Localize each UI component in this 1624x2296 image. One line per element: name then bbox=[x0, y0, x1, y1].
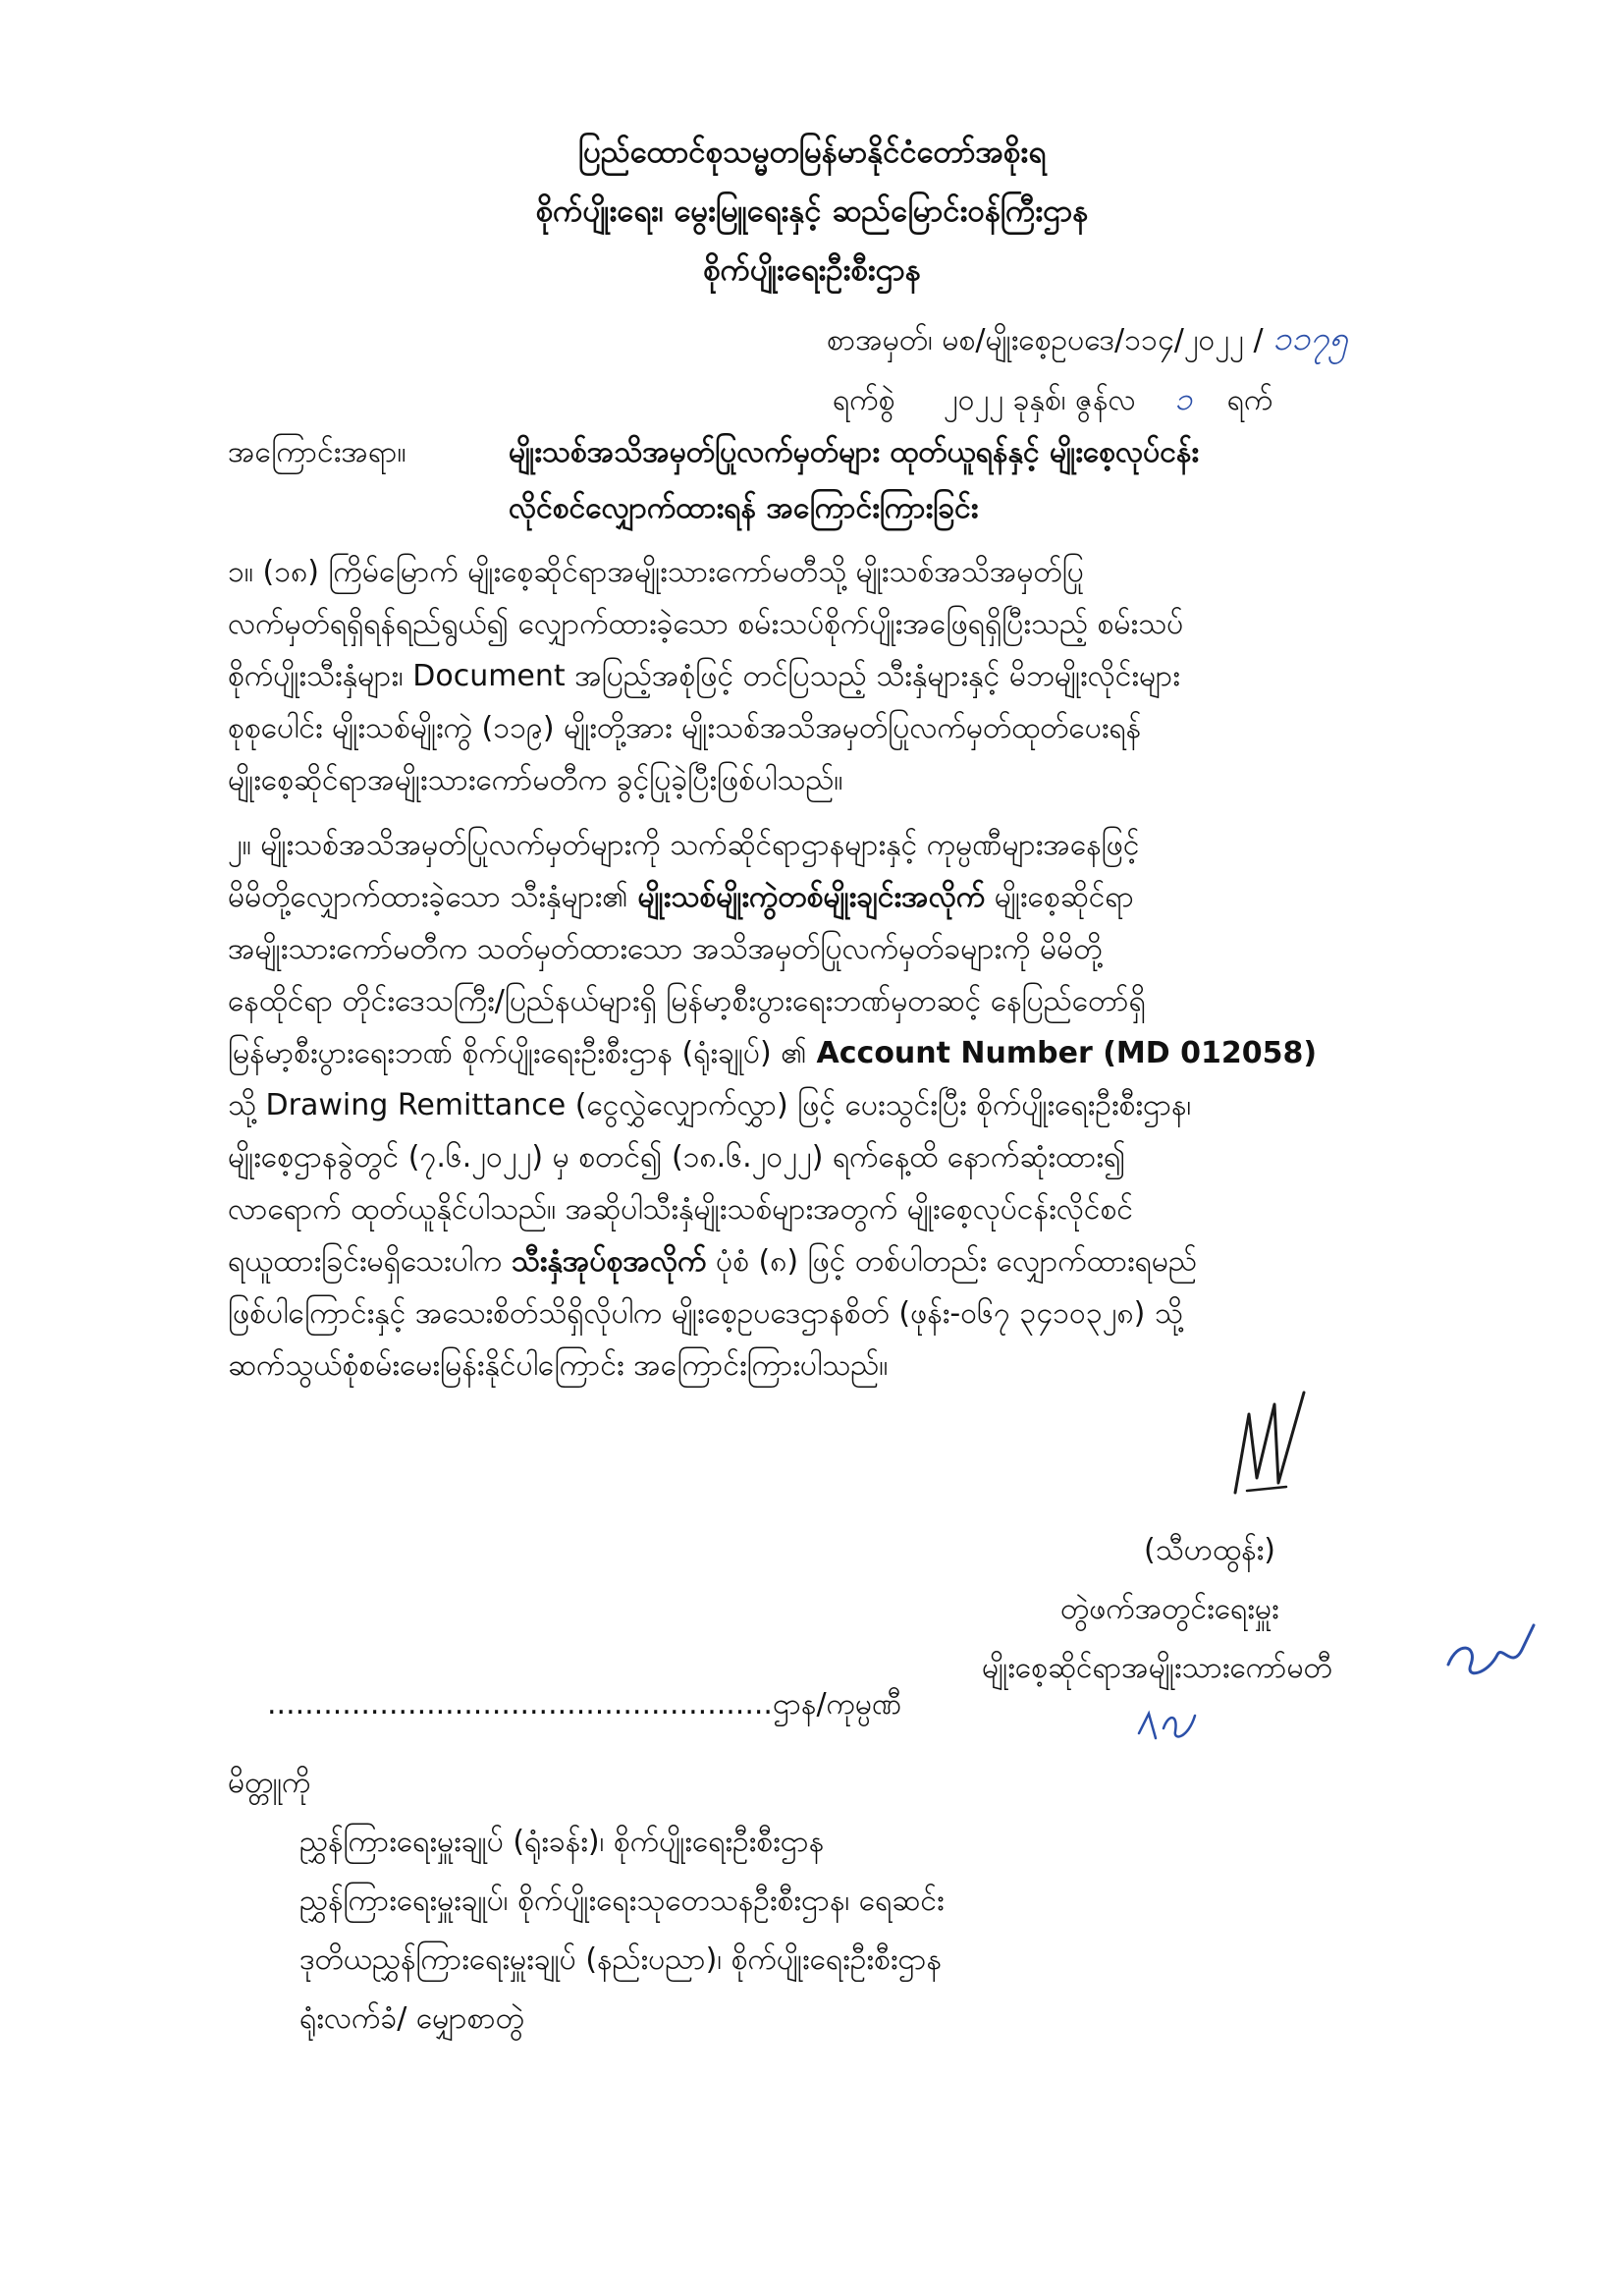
copies-label: မိတ္တူကို bbox=[228, 1766, 311, 1800]
paragraph-1-line: စိုက်ပျိုးသီးနှံများ၊ Document အပြည့်အစုံဖြင့် တင်ပြသည့် သီးနှံများနှင့် မိဘမျိုးလိုင်းများ bbox=[228, 659, 1180, 693]
signatory-name: (သီဟထွန်း) bbox=[1144, 1533, 1275, 1567]
paragraph-2-line: ၂။ မျိုးသစ်အသိအမှတ်ပြုလက်မှတ်များကို သက်ဆိုင်ရာဌာနများနှင့် ကုမ္ပဏီများအနေဖြင့် bbox=[228, 828, 1140, 862]
date-text: ၂၀၂၂ ခုနှစ်၊ ဇွန်လ bbox=[944, 383, 1136, 417]
paragraph-2-line: မြန်မာ့စီးပွားရေးဘဏ် စိုက်ပျိုးရေးဦးစီးဌာန (ရုံးချုပ်) ၏ Account Number (MD 012058) bbox=[228, 1036, 1318, 1070]
subject-label: အကြောင်းအရာ။ bbox=[228, 435, 406, 469]
copy-recipient: ဒုတိယညွှန်ကြားရေးမှူးချုပ် (နည်းပညာ)၊ စိုက်ပျိုးရေးဦးစီးဌာန bbox=[299, 1942, 942, 1977]
paragraph-2-line: ရယူထားခြင်းမရှိသေးပါက သီးနှံအုပ်စုအလိုက် ပုံစံ (၈) ဖြင့် တစ်ပါတည်း လျှောက်ထားရမည် bbox=[228, 1244, 1198, 1279]
paragraph-2-line: မိမိတို့လျှောက်ထားခဲ့သော သီးနှံများ၏ မျိုးသစ်မျိုးကွဲတစ်မျိုးချင်းအလိုက် မျိုးစေ့ဆိုင်ရာ bbox=[228, 880, 1134, 914]
paragraph-2-line: လာရောက် ထုတ်ယူနိုင်ပါသည်။ အဆိုပါသီးနှံမျိုးသစ်များအတွက် မျိုးစေ့လုပ်ငန်းလိုင်စင် bbox=[228, 1192, 1133, 1227]
government-header: ပြည်ထောင်စုသမ္မတမြန်မာနိုင်ငံတော်အစိုးရ bbox=[577, 135, 1047, 170]
paragraph-2-line: သို့ Drawing Remittance (ငွေလွှဲလျှောက်လွှာ) ဖြင့် ပေးသွင်းပြီး စိုက်ပျိုးရေးဦးစီးဌာန၊ bbox=[228, 1088, 1192, 1122]
signatory-title-1: တွဲဖက်အတွင်းရေးမှူး bbox=[1060, 1592, 1279, 1626]
date-suffix: ရက် bbox=[1226, 383, 1273, 417]
subject-line-2: လိုင်စင်လျှောက်ထားရန် အကြောင်းကြားခြင်း bbox=[509, 491, 979, 525]
emphasis-per-variety: မျိုးသစ်မျိုးကွဲတစ်မျိုးချင်းအလိုက် bbox=[637, 880, 986, 914]
letter-date bbox=[833, 378, 1272, 425]
subject-line-1: မျိုးသစ်အသိအမှတ်ပြုလက်မှတ်များ ထုတ်ယူရန်နှင့် မျိုးစေ့လုပ်ငန်း bbox=[509, 435, 1200, 469]
signature-mark bbox=[1227, 1385, 1316, 1512]
paragraph-2-line: ဆက်သွယ်စုံစမ်းမေးမြန်းနိုင်ပါကြောင်း အကြောင်းကြားပါသည်။ bbox=[228, 1348, 889, 1383]
reference-label: စာအမှတ်၊ မစ/မျိုးစေ့ဥပဒေ/၁၁၄/၂၀၂၂ / bbox=[827, 323, 1264, 357]
paragraph-1-line: ၁။ (၁၈) ကြိမ်မြောက် မျိုးစေ့ဆိုင်ရာအမျိုးသားကော်မတီသို့ မျိုးသစ်အသိအမှတ်ပြု bbox=[228, 555, 1084, 589]
emphasis-per-crop-group: သီးနှံအုပ်စုအလိုက် bbox=[511, 1244, 707, 1279]
paragraph-2-line: အမျိုးသားကော်မတီက သတ်မှတ်ထားသော အသိအမှတ်ပြုလက်မှတ်ခများကို မိမိတို့ bbox=[228, 932, 1103, 966]
ministry-header: စိုက်ပျိုးရေး၊ မွေးမြူရေးနှင့် ဆည်မြောင်းဝန်ကြီးဌာန bbox=[535, 193, 1089, 229]
copy-recipient: ညွှန်ကြားရေးမှူးချုပ် (ရုံးခန်း)၊ စိုက်ပျိုးရေးဦးစီးဌာန bbox=[299, 1825, 825, 1859]
department-header: စိုက်ပျိုးရေးဦးစီးဌာန bbox=[703, 252, 921, 288]
reference-number bbox=[827, 316, 1348, 366]
initials-mark bbox=[1443, 1620, 1542, 1689]
paragraph-2-line: ဖြစ်ပါကြောင်းနှင့် အသေးစိတ်သိရှိလိုပါက မျိုးစေ့ဥပဒေဌာနစိတ် (ဖုန်း-၀၆၇ ၃၄၁၀၃၂၈) သို့ bbox=[228, 1296, 1183, 1331]
paragraph-1-line: စုစုပေါင်း မျိုးသစ်မျိုးကွဲ (၁၁၉) မျိုးတို့အား မျိုးသစ်အသိအမှတ်ပြုလက်မှတ်ထုတ်ပေးရန် bbox=[228, 711, 1142, 745]
small-initials-mark bbox=[1134, 1704, 1203, 1748]
paragraph-2-line: မျိုးစေ့ဌာနခွဲတွင် (၇.၆.၂၀၂၂) မှ စတင်၍ (၁၈.၆.၂၀၂၂) ရက်နေ့ထိ နောက်ဆုံးထား၍ bbox=[228, 1140, 1126, 1175]
account-number: Account Number (MD 012058) bbox=[816, 1036, 1318, 1070]
signatory-title-2: မျိုးစေ့ဆိုင်ရာအမျိုးသားကော်မတီ bbox=[982, 1651, 1332, 1685]
copy-recipient: ညွှန်ကြားရေးမှူးချုပ်၊ စိုက်ပျိုးရေးသုတေသနဦးစီးဌာန၊ ရေဆင်း bbox=[299, 1884, 945, 1918]
paragraph-1-line: မျိုးစေ့ဆိုင်ရာအမျိုးသားကော်မတီက ခွင့်ပြုခဲ့ပြီးဖြစ်ပါသည်။ bbox=[228, 763, 843, 797]
date-prefix: ရက်စွဲ bbox=[833, 383, 895, 417]
handwritten-reference: ၁၁၇၅ bbox=[1272, 319, 1348, 358]
date-day: ၁ bbox=[1174, 380, 1193, 417]
paragraph-1-line: လက်မှတ်ရရှိရန်ရည်ရွယ်၍ လျှောက်ထားခဲ့သော စမ်းသပ်စိုက်ပျိုးအဖြေရရှိပြီးသည့် စမ်းသပ် bbox=[228, 607, 1184, 641]
paragraph-2-line: နေထိုင်ရာ တိုင်းဒေသကြီး/ပြည်နယ်များရှိ မြန်မာ့စီးပွားရေးဘဏ်မှတဆင့် နေပြည်တော်ရှိ bbox=[228, 984, 1146, 1018]
addressee-line: ......................................................ဌာန/ကုမ္ပဏီ bbox=[267, 1687, 902, 1722]
copy-recipient: ရုံးလက်ခံ/ မျှောစာတွဲ bbox=[299, 2001, 524, 2036]
